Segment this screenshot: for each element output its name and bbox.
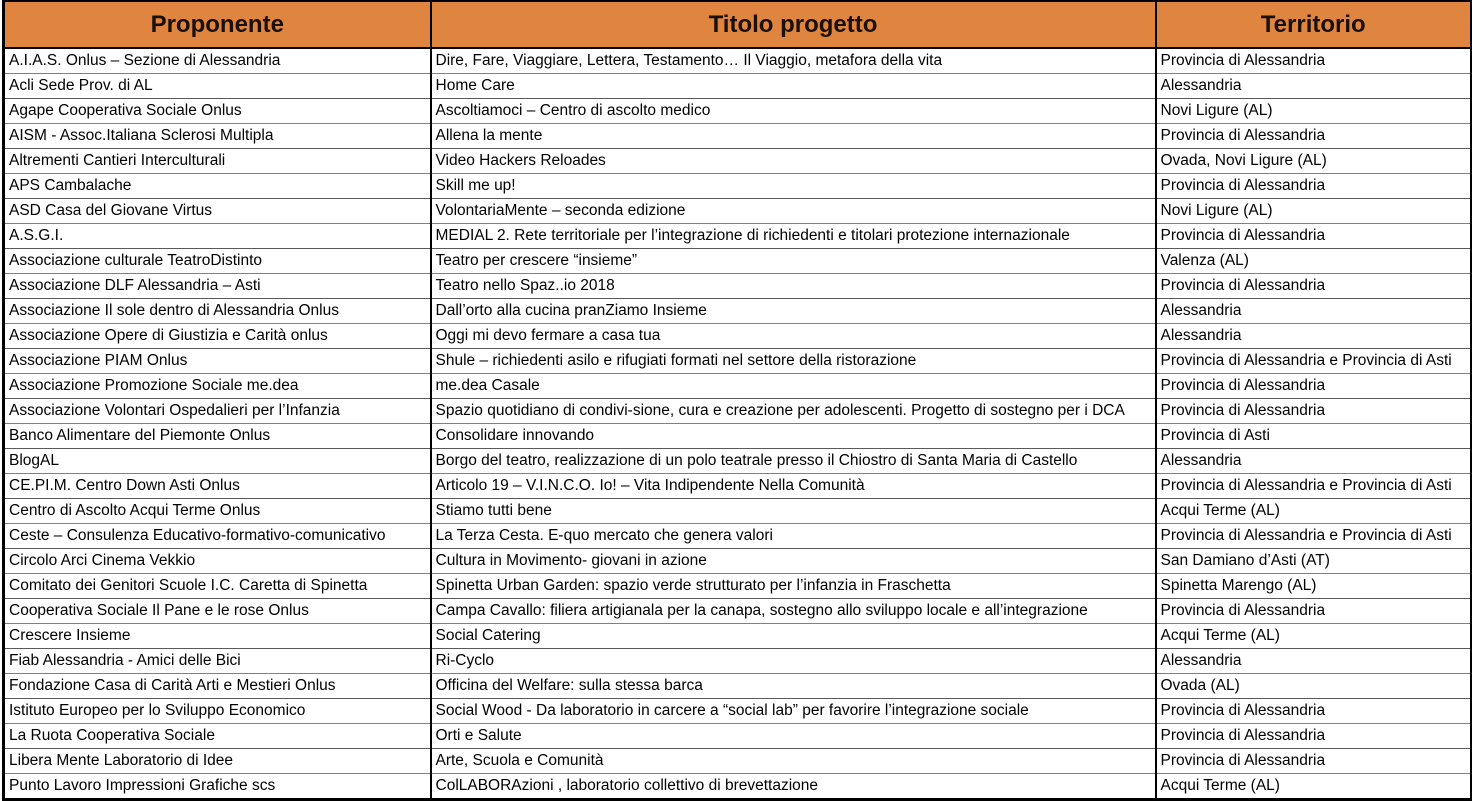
cell-titolo: Teatro per crescere “insieme” [431, 249, 1156, 274]
cell-proponente: Associazione PIAM Onlus [4, 349, 431, 374]
cell-territorio: Provincia di Alessandria [1156, 749, 1472, 774]
cell-territorio: San Damiano d’Asti (AT) [1156, 549, 1472, 574]
cell-proponente: Agape Cooperativa Sociale Onlus [4, 99, 431, 124]
cell-titolo: Home Care [431, 74, 1156, 99]
cell-proponente: Libera Mente Laboratorio di Idee [4, 749, 431, 774]
cell-proponente: Circolo Arci Cinema Vekkio [4, 549, 431, 574]
table-row [4, 624, 1472, 649]
cell-proponente: Altrementi Cantieri Interculturali [4, 149, 431, 174]
cell-proponente: Centro di Ascolto Acqui Terme Onlus [4, 499, 431, 524]
cell-territorio: Provincia di Alessandria [1156, 124, 1472, 149]
cell-territorio: Provincia di Alessandria [1156, 274, 1472, 299]
table-row [4, 74, 1472, 99]
cell-titolo: Spinetta Urban Garden: spazio verde strutturato per l’infanzia in Fraschetta [431, 574, 1156, 599]
cell-proponente: Punto Lavoro Impressioni Grafiche scs [4, 774, 431, 800]
cell-titolo: Stiamo tutti bene [431, 499, 1156, 524]
cell-territorio: Ovada (AL) [1156, 674, 1472, 699]
cell-territorio: Spinetta Marengo (AL) [1156, 574, 1472, 599]
cell-territorio: Novi Ligure (AL) [1156, 99, 1472, 124]
cell-proponente: Istituto Europeo per lo Sviluppo Economico [4, 699, 431, 724]
cell-territorio: Provincia di Alessandria e Provincia di Asti [1156, 349, 1472, 374]
cell-titolo: Cultura in Movimento- giovani in azione [431, 549, 1156, 574]
cell-titolo: VolontariaMente – seconda edizione [431, 199, 1156, 224]
cell-territorio: Provincia di Alessandria [1156, 724, 1472, 749]
table-row [4, 299, 1472, 324]
cell-titolo: Video Hackers Reloades [431, 149, 1156, 174]
cell-territorio: Provincia di Asti [1156, 424, 1472, 449]
cell-proponente: Ceste – Consulenza Educativo-formativo-comunicativo [4, 524, 431, 549]
cell-titolo: MEDIAL 2. Rete territoriale per l’integrazione di richiedenti e titolari protezione internazionale [431, 224, 1156, 249]
table-row [4, 524, 1472, 549]
cell-territorio: Alessandria [1156, 649, 1472, 674]
cell-territorio: Provincia di Alessandria [1156, 399, 1472, 424]
table-row [4, 99, 1472, 124]
table-row [4, 549, 1472, 574]
cell-proponente: Fondazione Casa di Carità Arti e Mestieri Onlus [4, 674, 431, 699]
cell-territorio: Provincia di Alessandria [1156, 224, 1472, 249]
cell-titolo: me.dea Casale [431, 374, 1156, 399]
table-row [4, 749, 1472, 774]
cell-titolo: Dall’orto alla cucina pranZiamo Insieme [431, 299, 1156, 324]
table-header-row [4, 1, 1472, 48]
cell-titolo: Oggi mi devo fermare a casa tua [431, 324, 1156, 349]
table-header [4, 1, 1472, 48]
cell-territorio: Acqui Terme (AL) [1156, 624, 1472, 649]
table-row [4, 449, 1472, 474]
cell-titolo: Shule – richiedenti asilo e rifugiati formati nel settore della ristorazione [431, 349, 1156, 374]
cell-proponente: Fiab Alessandria - Amici delle Bici [4, 649, 431, 674]
table-row [4, 199, 1472, 224]
cell-territorio: Provincia di Alessandria [1156, 174, 1472, 199]
table-row [4, 699, 1472, 724]
cell-territorio: Alessandria [1156, 299, 1472, 324]
cell-proponente: Crescere Insieme [4, 624, 431, 649]
table-row [4, 249, 1472, 274]
cell-titolo: Consolidare innovando [431, 424, 1156, 449]
column-header-territorio: Territorio [1156, 1, 1472, 48]
table-row [4, 124, 1472, 149]
cell-titolo: Arte, Scuola e Comunità [431, 749, 1156, 774]
cell-territorio: Valenza (AL) [1156, 249, 1472, 274]
column-header-proponente: Proponente [4, 1, 431, 48]
cell-titolo: Ascoltiamoci – Centro di ascolto medico [431, 99, 1156, 124]
cell-titolo: Social Catering [431, 624, 1156, 649]
table-row [4, 48, 1472, 74]
cell-proponente: Associazione Volontari Ospedalieri per l’Infanzia [4, 399, 431, 424]
cell-territorio: Acqui Terme (AL) [1156, 774, 1472, 800]
cell-titolo: Spazio quotidiano di condivi-sione, cura e creazione per adolescenti. Progetto di sostegno per i DCA [431, 399, 1156, 424]
cell-territorio: Alessandria [1156, 74, 1472, 99]
table-row [4, 724, 1472, 749]
table-row [4, 574, 1472, 599]
table-row [4, 224, 1472, 249]
cell-territorio: Acqui Terme (AL) [1156, 499, 1472, 524]
cell-titolo: La Terza Cesta. E-quo mercato che genera valori [431, 524, 1156, 549]
table-row [4, 774, 1472, 800]
cell-titolo: Skill me up! [431, 174, 1156, 199]
cell-titolo: Ri-Cyclo [431, 649, 1156, 674]
projects-table [2, 0, 1472, 801]
table-row [4, 174, 1472, 199]
table-row [4, 374, 1472, 399]
cell-proponente: Associazione culturale TeatroDistinto [4, 249, 431, 274]
cell-titolo: Borgo del teatro, realizzazione di un polo teatrale presso il Chiostro di Santa Maria di Castello [431, 449, 1156, 474]
cell-proponente: APS Cambalache [4, 174, 431, 199]
cell-proponente: Acli Sede Prov. di AL [4, 74, 431, 99]
table-body [4, 48, 1472, 800]
cell-titolo: Articolo 19 – V.I.N.C.O. Io! – Vita Indipendente Nella Comunità [431, 474, 1156, 499]
cell-territorio: Provincia di Alessandria [1156, 599, 1472, 624]
table-row [4, 324, 1472, 349]
table-row [4, 399, 1472, 424]
table-row [4, 149, 1472, 174]
table-row [4, 499, 1472, 524]
cell-titolo: Orti e Salute [431, 724, 1156, 749]
cell-proponente: Cooperativa Sociale Il Pane e le rose Onlus [4, 599, 431, 624]
cell-proponente: Associazione Opere di Giustizia e Carità onlus [4, 324, 431, 349]
cell-proponente: Associazione Il sole dentro di Alessandria Onlus [4, 299, 431, 324]
cell-territorio: Alessandria [1156, 449, 1472, 474]
cell-proponente: BlogAL [4, 449, 431, 474]
table-row [4, 474, 1472, 499]
cell-proponente: La Ruota Cooperativa Sociale [4, 724, 431, 749]
table-row [4, 649, 1472, 674]
cell-proponente: A.I.A.S. Onlus – Sezione di Alessandria [4, 48, 431, 74]
cell-territorio: Ovada, Novi Ligure (AL) [1156, 149, 1472, 174]
table-row [4, 274, 1472, 299]
cell-proponente: Banco Alimentare del Piemonte Onlus [4, 424, 431, 449]
cell-territorio: Provincia di Alessandria e Provincia di Asti [1156, 474, 1472, 499]
column-header-titolo-progetto: Titolo progetto [431, 1, 1156, 48]
cell-titolo: Teatro nello Spaz..io 2018 [431, 274, 1156, 299]
cell-territorio: Provincia di Alessandria [1156, 699, 1472, 724]
cell-titolo: Dire, Fare, Viaggiare, Lettera, Testamento… Il Viaggio, metafora della vita [431, 48, 1156, 74]
table-row [4, 599, 1472, 624]
cell-proponente: Associazione Promozione Sociale me.dea [4, 374, 431, 399]
cell-titolo: Officina del Welfare: sulla stessa barca [431, 674, 1156, 699]
cell-proponente: Comitato dei Genitori Scuole I.C. Caretta di Spinetta [4, 574, 431, 599]
cell-titolo: Social Wood - Da laboratorio in carcere a “social lab” per favorire l’integrazione sociale [431, 699, 1156, 724]
cell-proponente: Associazione DLF Alessandria – Asti [4, 274, 431, 299]
table-row [4, 349, 1472, 374]
cell-proponente: AISM - Assoc.Italiana Sclerosi Multipla [4, 124, 431, 149]
table-row [4, 674, 1472, 699]
cell-territorio: Novi Ligure (AL) [1156, 199, 1472, 224]
cell-titolo: ColLABORAzioni , laboratorio collettivo di brevettazione [431, 774, 1156, 800]
cell-territorio: Provincia di Alessandria [1156, 374, 1472, 399]
cell-territorio: Provincia di Alessandria e Provincia di Asti [1156, 524, 1472, 549]
cell-titolo: Campa Cavallo: filiera artigianala per la canapa, sostegno allo sviluppo locale e all’integrazione [431, 599, 1156, 624]
cell-territorio: Alessandria [1156, 324, 1472, 349]
cell-proponente: A.S.G.I. [4, 224, 431, 249]
cell-territorio: Provincia di Alessandria [1156, 48, 1472, 74]
cell-proponente: CE.PI.M. Centro Down Asti Onlus [4, 474, 431, 499]
table-row [4, 424, 1472, 449]
cell-proponente: ASD Casa del Giovane Virtus [4, 199, 431, 224]
cell-titolo: Allena la mente [431, 124, 1156, 149]
